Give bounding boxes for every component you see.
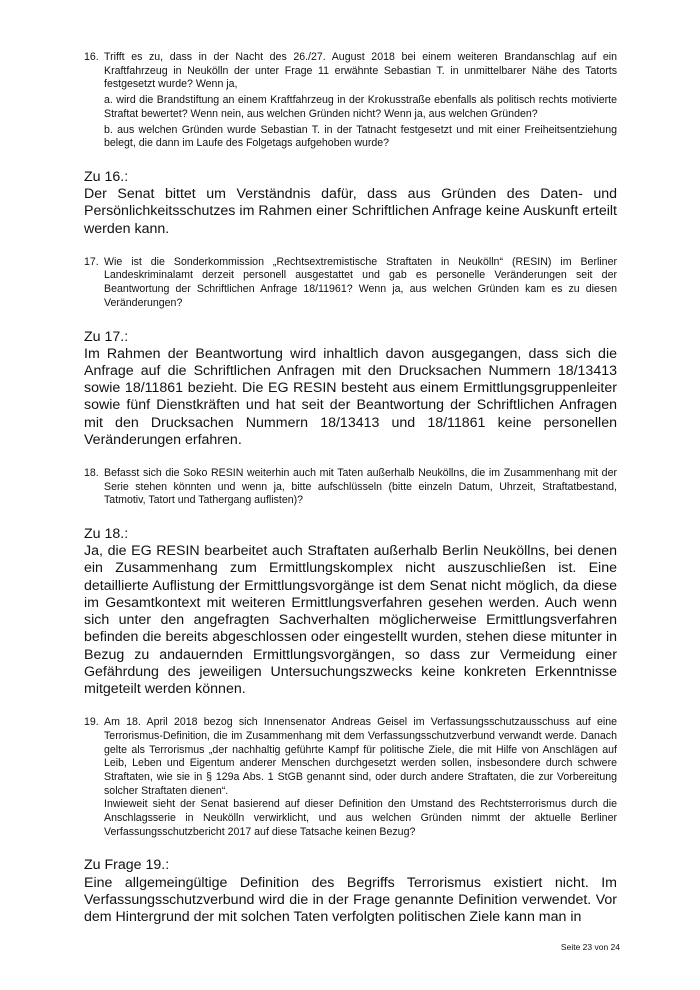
question-body [104, 716, 617, 839]
question-text: Befasst sich die Soko RESIN weiterhin auch mit Taten außerhalb Neuköllns, die im Zusammenhang mit der Serie stehen könnten und wenn ja, bitte aufschlüsseln (bitte einzeln Datum, Uhrzeit, Straftatbestand, Tatmotiv, Tatort und Tathergang auflisten)? [104, 466, 617, 507]
question-17 [84, 256, 617, 311]
question-body [104, 256, 617, 311]
document-page [84, 51, 617, 926]
question-sub-a: a. wird die Brandstiftung an einem Kraftfahrzeug in der Krokusstraße ebenfalls als politisch rechts motivierte Straftat bewertet? Wenn nein, aus welchen Gründen nicht? Wenn ja, aus welchen Gründen? [104, 94, 617, 120]
question-text-continued: Inwieweit sieht der Senat basierend auf dieser Definition den Umstand des Rechtsterrorismus durch die Anschlagsserie in Neukölln verwirklicht, und aus welchen Gründen nimmt der aktuelle Berliner Verfassungsschutzbericht 2017 auf diese Tatsache keinen Bezug? [104, 798, 617, 838]
question-number: 17. [84, 255, 99, 268]
question-sub-b: b. aus welchen Gründen wurde Sebastian T. in der Tatnacht festgesetzt und mit einer Freiheitsentziehung belegt, die dann im Laufe des Folgetags aufgehoben wurde? [104, 123, 617, 150]
answer-heading-16: Zu 16.: [84, 168, 129, 185]
answer-heading-19: Zu Frage 19.: [84, 857, 170, 874]
answer-text-18: Ja, die EG RESIN bearbeitet auch Straftaten außerhalb Berlin Neuköllns, bei denen ein Zusammenhang zum Ermittlungskomplex nicht auszuschließen ist. Eine detaillierte Auflistung der Ermittlungsvorgänge ist dem Senat nicht möglich, da diese im Gesamtkontext mit weiteren Ermittlungsverfahren gesehen werden. Auch wenn sich unter den angefragten Sachverhalten möglicherweise Ermittlungsverfahren befinden die bereits abgeschlossen oder eingestellt wurden, stehen diese mitunter in Bezug zu andauernden Ermittlungsvorgängen, so dass zur Vermeidung einer Gefährdung des jeweiligen Untersuchungszwecks keine konkreten Erkenntnisse mitgeteilt werden können. [84, 543, 617, 697]
question-number: 18. [84, 466, 99, 479]
question-text: Trifft es zu, dass in der Nacht des 26./27. August 2018 bei einem weiteren Brandanschlag auf ein Kraftfahrzeug in Neukölln der unter Frage 11 erwähnte Sebastian T. in unmittelbarer Nähe des Tatorts festgesetzt wurde? Wenn ja, [104, 51, 617, 91]
page-number: Seite 23 von 24 [560, 942, 620, 952]
question-number: 19. [84, 716, 99, 729]
answer-text-19: Eine allgemeingültige Definition des Begriffs Terrorismus existiert nicht. Im Verfassungsschutzverbund wird die in der Frage genannte Definition verwendet. Vor dem Hintergrund der mit solchen Taten verfolgten politischen Ziele kann man in [84, 874, 617, 926]
answer-heading-17: Zu 17.: [84, 328, 129, 345]
question-18 [84, 467, 617, 508]
answer-heading-18: Zu 18.: [84, 526, 129, 543]
question-16 [84, 51, 617, 151]
answer-text-16: Der Senat bittet um Verständnis dafür, dass aus Gründen des Daten- und Persönlichkeitsschutzes im Rahmen einer Schriftlichen Anfrage keine Auskunft erteilt werden kann. [84, 186, 617, 237]
question-text: Wie ist die Sonderkommission „Rechtsextremistische Straftaten in Neukölln“ (RESIN) im Berliner Landeskriminalamt derzeit personell ausgestattet und gab es personelle Veränderungen seit der Beantwortung der Schriftlichen Anfrage 18/11961? Wenn ja, aus welchen Gründen kam es zu diesen Veränderungen? [104, 255, 617, 309]
answer-text-17: Im Rahmen der Beantwortung wird inhaltlich davon ausgegangen, dass sich die Anfrage auf die Schriftlichen Anfragen mit den Drucksachen Nummern 18/13413 sowie 18/11861 bezieht. Die EG RESIN besteht aus einem Ermittlungsgruppenleiter sowie fünf Dienstkräften und hat seit der Beantwortung der Schriftlichen Anfragen mit den Drucksachen Nummern 18/13413 und 18/11861 keine personellen Veränderungen erfahren. [84, 345, 617, 448]
question-19 [84, 716, 617, 839]
question-body [104, 51, 617, 151]
question-number: 16. [84, 51, 99, 63]
question-text: Am 18. April 2018 bezog sich Innensenator Andreas Geisel im Verfassungsschutzausschuss auf eine Terrorismus-Definition, die im Zusammenhang mit dem Verfassungsschutzverbund verwandt werde. Danach gelte als Terrorismus „der nachhaltig geführte Kampf für politische Ziele, die mit Hilfe von Anschlägen auf Leib, Leben und Eigentum anderer Menschen durchgesetzt werden sollen, insbesondere durch schwere Straftaten, wie sie in § 129a Abs. 1 StGB genannt sind, oder durch andere Straftaten, die zur Vorbereitung solcher Straftaten dienen“. [104, 716, 617, 797]
question-body [104, 467, 617, 508]
